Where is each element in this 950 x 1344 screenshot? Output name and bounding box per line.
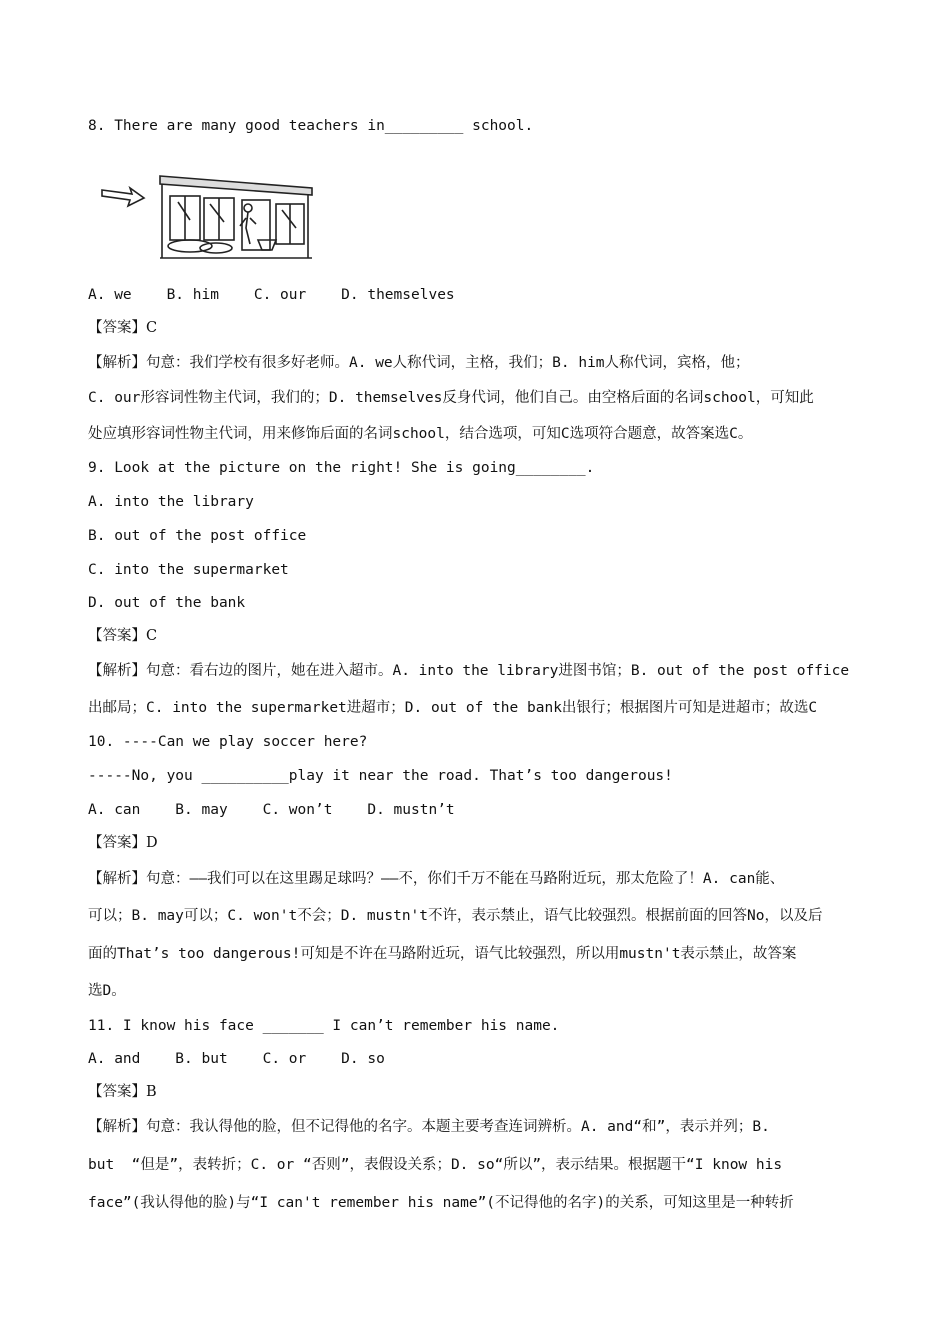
q9-stem: 9. Look at the picture on the right! She is going________. xyxy=(88,460,595,476)
q8-stem: 8. There are many good teachers in_________ school. xyxy=(88,118,534,134)
q8-options: A. we B. him C. our D. themselves xyxy=(88,287,455,303)
q9-option-d: D. out of the bank xyxy=(88,595,246,611)
q9-option-c: C. into the supermarket xyxy=(88,562,289,578)
q10-stem-line-1: 10. ----Can we play soccer here? xyxy=(88,734,368,750)
q11-analysis-line-1: 【解析】句意：我认得他的脸，但不记得他的名字。本题主要考查连词辨析。A. and“和”，表示并列；B. xyxy=(88,1119,770,1135)
q10-analysis-line-4: 选D。 xyxy=(88,983,126,999)
q9-analysis-line-1: 【解析】句意：看右边的图片，她在进入超市。A. into the library进图书馆；B. out of the post office xyxy=(88,663,850,679)
q10-analysis-line-2: 可以；B. may可以；C. won't不会；D. mustn't不许，表示禁止，语气比较强烈。根据前面的回答No，以及后 xyxy=(88,908,823,924)
q10-analysis-line-1: 【解析】句意：——我们可以在这里踢足球吗？——不，你们千万不能在马路附近玩，那太危险了！A. can能、 xyxy=(88,871,785,887)
q8-analysis-line-2: C. our形容词性物主代词，我们的；D. themselves反身代词，他们自己。由空格后面的名词school，可知此 xyxy=(88,390,814,406)
q10-stem-line-2: -----No, you __________play it near the road. That’s too dangerous! xyxy=(88,768,673,784)
q11-stem: 11. I know his face _______ I can’t remember his name. xyxy=(88,1018,560,1034)
arrow-icon xyxy=(102,188,144,206)
q11-analysis-line-3: face”(我认得他的脸)与“I can't remember his name”(不记得他的名字)的关系，可知这里是一种转折 xyxy=(88,1195,794,1211)
q9-answer: 【答案】C xyxy=(88,628,158,644)
q10-options: A. can B. may C. won’t D. mustn’t xyxy=(88,802,455,818)
q11-answer: 【答案】B xyxy=(88,1084,157,1100)
q8-analysis-line-1: 【解析】句意：我们学校有很多好老师。A. we人称代词，主格，我们；B. him人称代词，宾格，他； xyxy=(88,355,750,371)
q11-analysis-line-2: but “但是”，表转折；C. or “否则”，表假设关系；D. so“所以”，表示结果。根据题干“I know his xyxy=(88,1157,783,1173)
q8-analysis-line-3: 处应填形容词性物主代词，用来修饰后面的名词school，结合选项，可知C选项符合题意，故答案选C。 xyxy=(88,426,753,442)
q9-analysis-line-2: 出邮局；C. into the supermarket进超市；D. out of the bank出银行；根据图片可知是进超市；故选C xyxy=(88,700,818,716)
q8-answer: 【答案】C xyxy=(88,320,158,336)
q10-analysis-line-3: 面的That’s too dangerous!可知是不许在马路附近玩，语气比较强烈，所以用mustn't表示禁止，故答案 xyxy=(88,946,797,962)
supermarket-illustration xyxy=(100,168,316,262)
q10-answer: 【答案】D xyxy=(88,835,158,851)
q9-option-b: B. out of the post office xyxy=(88,528,307,544)
q11-options: A. and B. but C. or D. so xyxy=(88,1051,385,1067)
q9-option-a: A. into the library xyxy=(88,494,254,510)
